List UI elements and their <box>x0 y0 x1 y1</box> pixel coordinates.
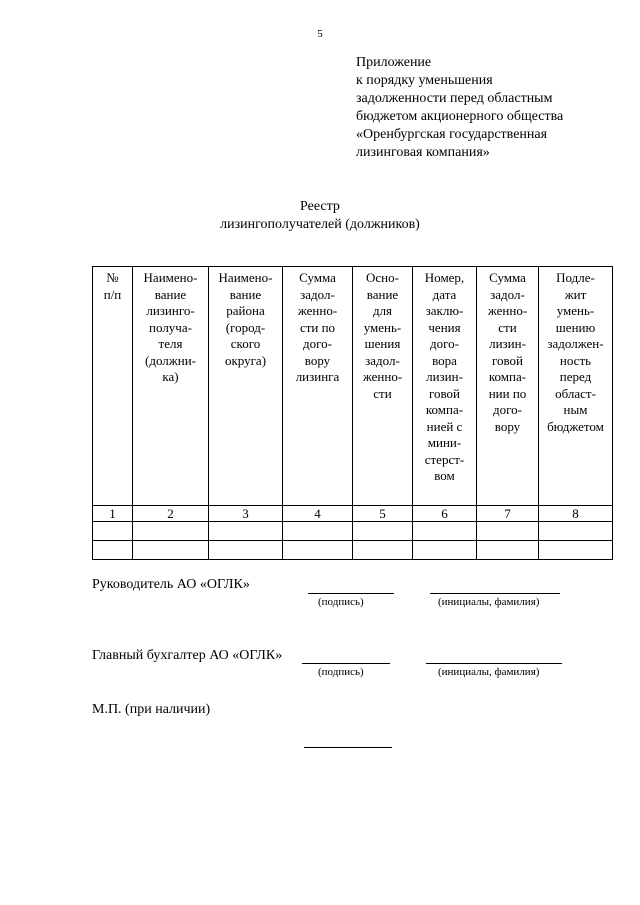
appendix-line: Приложение <box>356 55 432 70</box>
header-cell: Наимено- вание лизинго- получа- теля (должни- ка) <box>133 267 209 506</box>
column-number: 8 <box>539 506 613 522</box>
header-cell: Подле- жит умень- шению задолжен- ность перед област- ным бюджетом <box>539 267 613 506</box>
accountant-label: Главный бухгалтер АО «ОГЛК» <box>92 648 283 663</box>
table-row <box>93 541 613 560</box>
header-cell: Сумма задол- женно- сти лизин- говой компа- нии по дого- вору <box>477 267 539 506</box>
header-cell: Номер, дата заклю- чения дого- вора лизин- говой компа- нией с мини- стерст- вом <box>413 267 477 506</box>
appendix-line: к порядку уменьшения <box>356 73 493 88</box>
appendix-line: «Оренбургская государственная <box>356 127 548 142</box>
header-cell: Сумма задол- женно- сти по дого- вору лизинга <box>283 267 353 506</box>
header-cell: Осно- вание для умень- шения задол- женно- сти <box>353 267 413 506</box>
accountant-name-caption: (инициалы, фамилия) <box>438 666 540 678</box>
table-row <box>93 522 613 541</box>
accountant-name-line <box>426 663 562 664</box>
header-cell: Наимено- вание района (город- ского округа) <box>209 267 283 506</box>
seal-signature-line <box>304 747 392 748</box>
column-number: 4 <box>283 506 353 522</box>
director-signature-caption: (подпись) <box>318 596 364 608</box>
column-number: 7 <box>477 506 539 522</box>
title-line-2: лизингополучателей (должников) <box>220 217 420 232</box>
column-number: 5 <box>353 506 413 522</box>
accountant-signature-caption: (подпись) <box>318 666 364 678</box>
column-number: 3 <box>209 506 283 522</box>
column-number: 1 <box>93 506 133 522</box>
seal-label: М.П. (при наличии) <box>92 702 211 717</box>
accountant-signature-line <box>302 663 390 664</box>
director-signature-line <box>308 593 394 594</box>
column-number-row <box>93 506 613 522</box>
registry-table <box>92 266 613 560</box>
director-name-caption: (инициалы, фамилия) <box>438 596 540 608</box>
header-cell: № п/п <box>93 267 133 506</box>
appendix-block <box>356 54 563 162</box>
column-number: 6 <box>413 506 477 522</box>
document-title <box>0 198 640 234</box>
title-line-1: Реестр <box>300 199 340 214</box>
column-number: 2 <box>133 506 209 522</box>
appendix-line: лизинговая компания» <box>356 145 490 160</box>
appendix-line: задолженности перед областным <box>356 91 553 106</box>
page-number: 5 <box>317 28 323 40</box>
appendix-line: бюджетом акционерного общества <box>356 109 564 124</box>
director-label: Руководитель АО «ОГЛК» <box>92 577 250 592</box>
table-header-row <box>93 267 613 506</box>
director-name-line <box>430 593 560 594</box>
